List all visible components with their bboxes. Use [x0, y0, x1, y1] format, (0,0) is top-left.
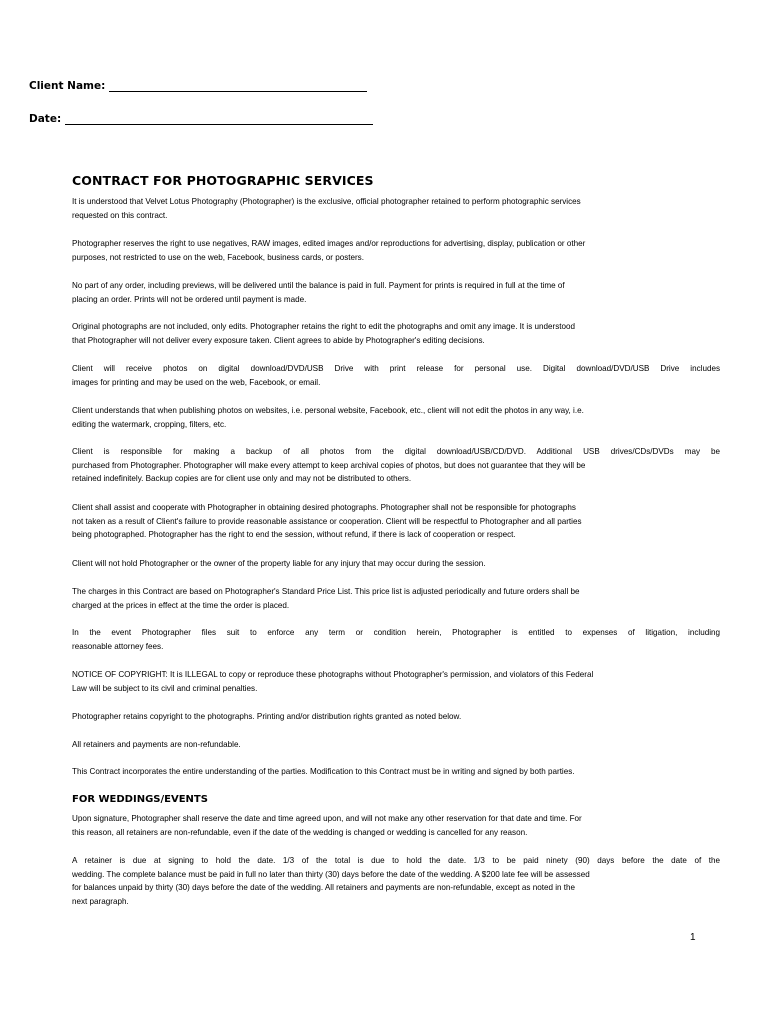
paragraph-line: that Photographer will not deliver every exposure taken. Client agrees to abide by Photographer's editing decisions.	[72, 335, 485, 345]
contract-paragraph	[72, 585, 720, 612]
paragraph-line: The charges in this Contract are based on Photographer's Standard Price List. This price list is adjusted periodically and future orders shall be	[72, 587, 580, 596]
contract-paragraph	[72, 320, 720, 347]
paragraph-line: This Contract incorporates the entire understanding of the parties. Modification to this Contract must be in writing and signed by both parties.	[72, 767, 575, 776]
weddings-paragraph	[72, 812, 720, 839]
contract-paragraph	[72, 279, 720, 306]
page-number: 1	[690, 932, 696, 943]
paragraph-line: purchased from Photographer. Photographer will make every attempt to keep archival copies of photos, but does not guarantee that they will be	[72, 460, 586, 470]
paragraph-line: No part of any order, including previews, will be delivered until the balance is paid in full. Payment for prints is required in full at the time of	[72, 281, 565, 290]
contract-paragraph	[72, 501, 720, 542]
contract-paragraph	[72, 404, 720, 431]
paragraph-line: this reason, all retainers are non-refundable, even if the date of the wedding is changed or wedding is cancelled for any reason.	[72, 827, 528, 837]
contract-paragraph	[72, 362, 720, 389]
date-line	[65, 114, 373, 125]
weddings-heading: FOR WEDDINGS/EVENTS	[72, 794, 208, 805]
paragraph-line: Client is responsible for making a backup of all photos from the digital download/USB/CD/DVD. Additional USB drives/CDs/DVDs may be	[72, 447, 720, 456]
paragraph-line: Client shall assist and cooperate with Photographer in obtaining desired photographs. Photographer shall not be responsible for photographs	[72, 503, 576, 512]
client-name-field	[29, 80, 367, 92]
paragraph-line: for balances unpaid by thirty (30) days before the date of the wedding. All retainers and payments are non-refundable, except as noted in the	[72, 883, 576, 892]
paragraph-line: In the event Photographer files suit to enforce any term or condition herein, Photographer is entitled to expenses of litigation, including	[72, 628, 720, 637]
paragraph-line: Law will be subject to its civil and criminal penalties.	[72, 683, 258, 693]
paragraph-line: NOTICE OF COPYRIGHT: It is ILLEGAL to copy or reproduce these photographs without Photographer's permission, and violators of this Federal	[72, 670, 594, 679]
paragraph-line: retained indefinitely. Backup copies are for client use only and may not be distributed to others.	[72, 474, 412, 483]
paragraph-line: Client understands that when publishing photos on websites, i.e. personal website, Facebook, etc., client will not edit the photos in any way, i.e.	[72, 406, 584, 415]
date-label: Date:	[29, 113, 62, 125]
paragraph-line: wedding. The complete balance must be paid in full no later than thirty (30) days before the date of the wedding. A $200 late fee will be assessed	[72, 869, 590, 879]
contract-paragraph	[72, 237, 720, 264]
paragraph-line: being photographed. Photographer has the right to end the session, without refund, if there is lack of cooperation or respect.	[72, 530, 516, 539]
paragraph-line: Original photographs are not included, only edits. Photographer retains the right to edit the photographs and omit any image. It is understood	[72, 322, 576, 331]
client-name-label: Client Name:	[29, 80, 106, 92]
paragraph-line: requested on this contract.	[72, 210, 168, 220]
paragraph-line: not taken as a result of Client's failure to provide reasonable assistance or cooperation. Client will be respectful to Photographer and all parties	[72, 516, 582, 526]
weddings-paragraph	[72, 854, 720, 908]
contract-paragraph	[72, 710, 720, 724]
contract-paragraph	[72, 195, 720, 222]
paragraph-line: Photographer reserves the right to use negatives, RAW images, edited images and/or reproductions for advertising, display, publication or other	[72, 239, 586, 248]
paragraph-line: A retainer is due at signing to hold the date. 1/3 of the total is due to hold the date. 1/3 to be paid ninety (90) days before the date of the	[72, 856, 720, 865]
paragraph-line: images for printing and may be used on the web, Facebook, or email.	[72, 377, 321, 387]
contract-title: CONTRACT FOR PHOTOGRAPHIC SERVICES	[72, 173, 374, 188]
contract-paragraph	[72, 765, 720, 779]
paragraph-line: purposes, not restricted to use on the web, Facebook, business cards, or posters.	[72, 252, 364, 262]
paragraph-line: Upon signature, Photographer shall reserve the date and time agreed upon, and will not make any other reservation for that date and time. For	[72, 814, 582, 823]
client-name-line	[109, 81, 367, 92]
contract-paragraph	[72, 445, 720, 486]
paragraph-line: reasonable attorney fees.	[72, 641, 164, 651]
paragraph-line: Photographer retains copyright to the photographs. Printing and/or distribution rights granted as noted below.	[72, 712, 462, 721]
contract-paragraph	[72, 668, 720, 695]
contract-paragraph	[72, 626, 720, 653]
paragraph-line: charged at the prices in effect at the time the order is placed.	[72, 600, 290, 610]
paragraph-line: next paragraph.	[72, 896, 129, 906]
paragraph-line: Client will not hold Photographer or the owner of the property liable for any injury that may occur during the session.	[72, 559, 486, 568]
paragraph-line: Client will receive photos on digital download/DVD/USB Drive with print release for personal use. Digital download/DVD/USB Drive includes	[72, 364, 720, 373]
date-field	[29, 113, 373, 125]
paragraph-line: All retainers and payments are non-refundable.	[72, 740, 241, 749]
paragraph-line: editing the watermark, cropping, filters, etc.	[72, 419, 227, 429]
contract-paragraph	[72, 738, 720, 752]
paragraph-line: It is understood that Velvet Lotus Photography (Photographer) is the exclusive, official photographer retained to perform photographic services	[72, 197, 581, 206]
paragraph-line: placing an order. Prints will not be ordered until payment is made.	[72, 294, 307, 304]
contract-paragraph	[72, 557, 720, 571]
